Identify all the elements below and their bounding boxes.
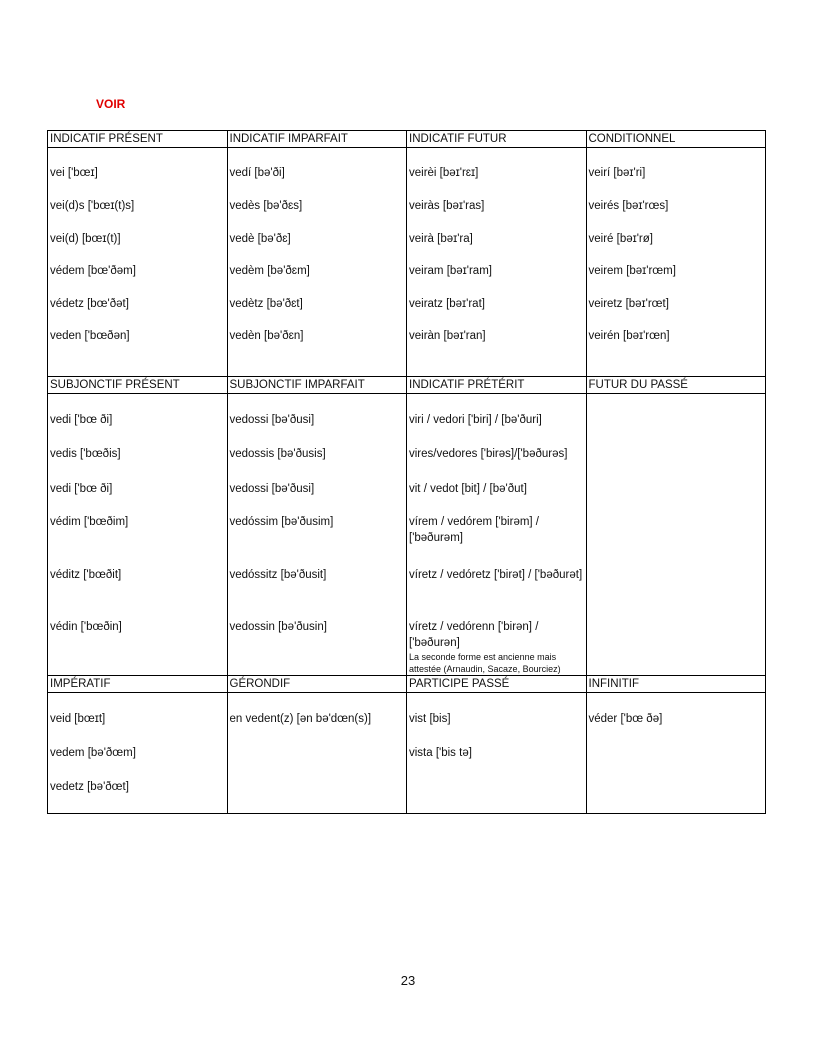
tense-header: SUBJONCTIF IMPARFAIT — [227, 377, 407, 394]
tense-column — [227, 394, 407, 676]
conjugated-form: vedèm [bə'ðɛm] — [229, 265, 310, 277]
section-header-row — [48, 676, 766, 693]
conjugated-form: vedossi [bə'ðusi] — [229, 483, 315, 495]
conjugated-form: vires/vedores ['birəs]/['bəðurəs] — [409, 448, 568, 460]
conjugated-form: víretz / vedórenn ['birən] / ['bəðurən] — [409, 621, 539, 649]
conjugated-form: vei ['bœɪ] — [50, 167, 98, 179]
conjugated-form: veiré [bəɪ'rø] — [588, 233, 653, 245]
conjugated-form: veirí [bəɪ'ri] — [588, 167, 646, 179]
conjugated-form: viri / vedori ['biri] / [bə'ðuri] — [409, 414, 542, 426]
section-body-row — [48, 148, 766, 377]
conjugated-form: vedóssim [bə'ðusim] — [229, 516, 334, 528]
conjugated-form: veirem [bəɪ'rœm] — [588, 265, 676, 277]
verb-title: VOIR — [96, 97, 126, 111]
conjugated-form: vedis ['bœðis] — [50, 448, 121, 460]
conjugated-form: védin ['bœðin] — [50, 621, 122, 633]
tense-header: INDICATIF IMPARFAIT — [227, 131, 407, 148]
conjugated-form: veiràn [bəɪ'ran] — [409, 330, 486, 342]
conjugated-form: veirés [bəɪ'rœs] — [588, 200, 669, 212]
section-body-row — [48, 693, 766, 814]
conjugation-table — [47, 130, 766, 814]
tense-column — [407, 148, 587, 377]
conjugated-form: veiretz [bəɪ'rœt] — [588, 298, 669, 310]
conjugated-form: vedí [bə'ði] — [229, 167, 285, 179]
section-body-row — [48, 394, 766, 676]
historical-note: La seconde forme est ancienne mais attestée (Arnaudin, Sacaze, Bourciez) — [409, 652, 561, 674]
conjugated-form: vedi ['bœ ði] — [50, 483, 113, 495]
tense-header: GÉRONDIF — [227, 676, 407, 693]
conjugated-form: vedès [bə'ðɛs] — [229, 200, 303, 212]
conjugated-form: vedètz [bə'ðɛt] — [229, 298, 303, 310]
tense-header: FUTUR DU PASSÉ — [586, 377, 766, 394]
conjugated-form: vedossi [bə'ðusi] — [229, 414, 315, 426]
conjugated-form: veirén [bəɪ'rœn] — [588, 330, 670, 342]
tense-header: CONDITIONNEL — [586, 131, 766, 148]
conjugated-form: véditz ['bœðit] — [50, 569, 122, 581]
section-header-row — [48, 377, 766, 394]
conjugated-form: vedossis [bə'ðusis] — [229, 448, 326, 460]
tense-column — [48, 394, 228, 676]
tense-header: INDICATIF PRÉSENT — [48, 131, 228, 148]
conjugated-form: vei(d)s ['bœɪ(t)s] — [50, 200, 135, 212]
tense-column — [407, 394, 587, 676]
conjugated-form: védem [bœ'ðəm] — [50, 265, 136, 277]
conjugated-form: veden ['bœðən] — [50, 330, 130, 342]
conjugated-form: vista ['bis tə] — [409, 747, 472, 759]
tense-header: INDICATIF PRÉTÉRIT — [407, 377, 587, 394]
tense-column — [586, 693, 766, 814]
conjugated-form: veiratz [bəɪ'rat] — [409, 298, 485, 310]
conjugated-form: vit / vedot [bit] / [bə'ðut] — [409, 483, 527, 495]
tense-column — [586, 394, 766, 676]
conjugated-form: védetz [bœ'ðət] — [50, 298, 129, 310]
conjugated-form: védim ['bœðim] — [50, 516, 129, 528]
conjugated-form: veid [bœɪt] — [50, 713, 106, 725]
conjugated-form: vei(d) [bœɪ(t)] — [50, 233, 121, 245]
tense-column — [227, 693, 407, 814]
conjugated-form: vist [bis] — [409, 713, 451, 725]
conjugated-form: véder ['bœ ðə] — [588, 713, 663, 725]
tense-header: SUBJONCTIF PRÉSENT — [48, 377, 228, 394]
conjugated-form: vedossin [bə'ðusin] — [229, 621, 327, 633]
conjugated-form: veiram [bəɪ'ram] — [409, 265, 492, 277]
tense-column — [48, 693, 228, 814]
tense-header: IMPÉRATIF — [48, 676, 228, 693]
conjugated-form: vedè [bə'ðɛ] — [229, 233, 291, 245]
conjugated-form: vedem [bə'ðœm] — [50, 747, 136, 759]
conjugated-form: vírem / vedórem ['birəm] / ['bəðurəm] — [409, 516, 540, 544]
tense-header: PARTICIPE PASSÉ — [407, 676, 587, 693]
tense-header: INFINITIF — [586, 676, 766, 693]
conjugated-form: vedèn [bə'ðɛn] — [229, 330, 304, 342]
tense-column — [407, 693, 587, 814]
page-number: 23 — [400, 973, 416, 988]
tense-column — [48, 148, 228, 377]
tense-column — [586, 148, 766, 377]
section-header-row — [48, 131, 766, 148]
conjugated-form: vedetz [bə'ðœt] — [50, 781, 129, 793]
conjugated-form: vedi ['bœ ði] — [50, 414, 113, 426]
tense-column — [227, 148, 407, 377]
conjugated-form: veiràs [bəɪ'ras] — [409, 200, 485, 212]
conjugated-form: víretz / vedóretz ['birət] / ['bəðurət] — [409, 569, 583, 581]
conjugated-form: veirèi [bəɪ'rɛɪ] — [409, 167, 479, 179]
conjugated-form: vedóssitz [bə'ðusit] — [229, 569, 327, 581]
tense-header: INDICATIF FUTUR — [407, 131, 587, 148]
conjugated-form: veirà [bəɪ'ra] — [409, 233, 473, 245]
conjugated-form: en vedent(z) [ən bə'dœn(s)] — [229, 713, 372, 725]
